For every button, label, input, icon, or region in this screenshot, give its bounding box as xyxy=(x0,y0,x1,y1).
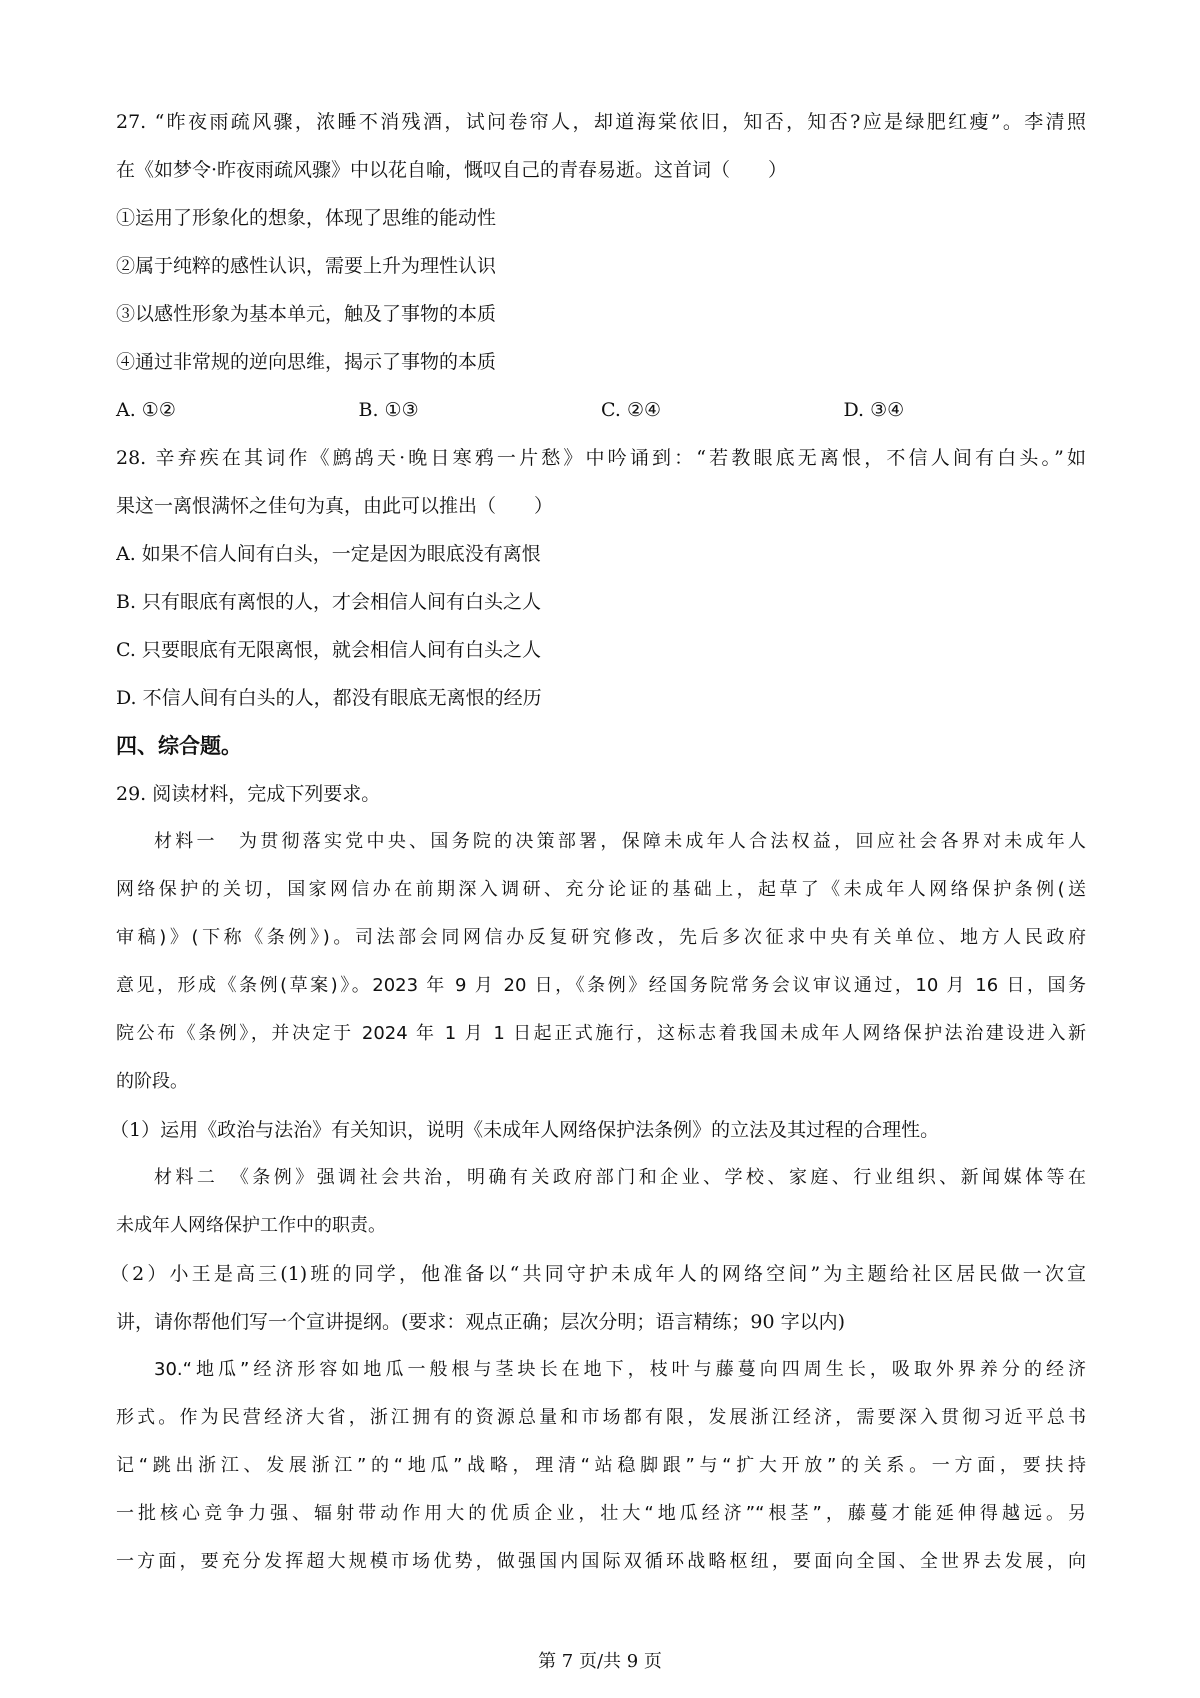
page-number-footer: 第 7 页/共 9 页 xyxy=(538,1651,662,1672)
question-28-option-c: C. 只要眼底有无限离恨，就会相信人间有白头之人 xyxy=(116,639,541,661)
question-28-option-d: D. 不信人间有白头的人，都没有眼底无离恨的经历 xyxy=(116,687,542,709)
material-2-line-1: 材料二 《条例》强调社会共治，明确有关政府部门和企业、学校、家庭、行业组织、新闻媒体等在 xyxy=(154,1167,1086,1188)
material-2-line-2: 未成年人网络保护工作中的职责。 xyxy=(116,1215,386,1236)
exam-page-content xyxy=(110,98,1086,1586)
question-28-option-b: B. 只有眼底有离恨的人，才会相信人间有白头之人 xyxy=(116,591,542,613)
question-30-line-5: 一方面，要充分发挥超大规模市场优势，做强国内国际双循环战略枢纽，要面向全国、全世界去发展，向 xyxy=(116,1551,1086,1572)
question-29-sub-2-line-2: 讲，请你帮他们写一个宣讲提纲。(要求：观点正确；层次分明；语言精练；90 字以内) xyxy=(116,1311,846,1333)
question-27-option-d: D. ③④ xyxy=(843,399,905,421)
question-28 xyxy=(116,434,1086,722)
material-1-line-4: 意见，形成《条例(草案)》。2023 年 9 月 20 日，《条例》经国务院常务会议审议通过，10 月 16 日，国务 xyxy=(116,975,1086,996)
material-1-line-6: 的阶段。 xyxy=(116,1071,188,1092)
question-27-stem-line-1: 27. “昨夜雨疏风骤，浓睡不消残酒，试问卷帘人，却道海棠依旧，知否，知否?应是绿肥红瘦”。李清照 xyxy=(116,111,1086,133)
question-27-statement-4: ④通过非常规的逆向思维，揭示了事物的本质 xyxy=(116,351,497,373)
question-28-option-a: A. 如果不信人间有白头，一定是因为眼底没有离恨 xyxy=(116,543,541,565)
question-27-option-a: A. ①② xyxy=(116,399,176,421)
question-28-stem-line-1: 28. 辛弃疾在其词作《鹧鸪天·晚日寒鸦一片愁》中吟诵到：“若教眼底无离恨，不信人间有白头。”如 xyxy=(116,447,1086,469)
question-29-material-2 xyxy=(116,1154,1086,1250)
question-27-option-c: C. ②④ xyxy=(601,399,662,421)
section-title-comprehensive: 四、综合题。 xyxy=(116,734,242,758)
question-30-line-4: 一批核心竞争力强、辐射带动作用大的优质企业，壮大“地瓜经济”“根茎”，藤蔓才能延伸得越远。另 xyxy=(116,1503,1086,1524)
question-27-statement-3: ③以感性形象为基本单元，触及了事物的本质 xyxy=(116,303,497,325)
question-27 xyxy=(116,98,1086,434)
question-27-options xyxy=(116,386,1086,434)
question-27-statement-1: ①运用了形象化的想象，体现了思维的能动性 xyxy=(116,207,497,229)
question-30-line-1: 30.“地瓜”经济形容如地瓜一般根与茎块长在地下，枝叶与藤蔓向四周生长，吸取外界养分的经济 xyxy=(154,1359,1086,1380)
material-1-line-1: 材料一 为贯彻落实党中央、国务院的决策部署，保障未成年人合法权益，回应社会各界对未成年人 xyxy=(154,831,1086,852)
question-29-sub-1: （1）运用《政治与法治》有关知识，说明《未成年人网络保护法条例》的立法及其过程的合理性。 xyxy=(110,1119,940,1141)
question-29-material-1 xyxy=(116,818,1086,1106)
material-1-line-5: 院公布《条例》，并决定于 2024 年 1 月 1 日起正式施行，这标志着我国未成年人网络保护法治建设进入新 xyxy=(116,1023,1086,1044)
question-27-statement-2: ②属于纯粹的感性认识，需要上升为理性认识 xyxy=(116,255,497,277)
material-1-line-2: 网络保护的关切，国家网信办在前期深入调研、充分论证的基础上，起草了《未成年人网络保护条例(送 xyxy=(116,879,1086,900)
question-29-sub-2-line-1: （2）小王是高三(1)班的同学，他准备以“共同守护未成年人的网络空间”为主题给社区居民做一次宣 xyxy=(110,1263,1086,1285)
material-1-line-3: 审稿)》(下称《条例》)。司法部会同网信办反复研究修改，先后多次征求中央有关单位、地方人民政府 xyxy=(116,927,1086,948)
question-30 xyxy=(116,1346,1086,1586)
question-28-stem-line-2: 果这一离恨满怀之佳句为真，由此可以推出（ ） xyxy=(116,495,554,517)
question-27-stem-line-2: 在《如梦令·昨夜雨疏风骤》中以花自喻，慨叹自己的青春易逝。这首词（ ） xyxy=(116,159,788,181)
question-30-line-2: 形式。作为民营经济大省，浙江拥有的资源总量和市场都有限，发展浙江经济，需要深入贯彻习近平总书 xyxy=(116,1407,1086,1428)
question-29-intro: 29. 阅读材料，完成下列要求。 xyxy=(116,783,381,805)
question-29 xyxy=(110,770,1086,1346)
question-27-option-b: B. ①③ xyxy=(358,399,419,421)
question-30-line-3: 记“跳出浙江、发展浙江”的“地瓜”战略，理清“站稳脚跟”与“扩大开放”的关系。一方面，要扶持 xyxy=(116,1455,1086,1476)
